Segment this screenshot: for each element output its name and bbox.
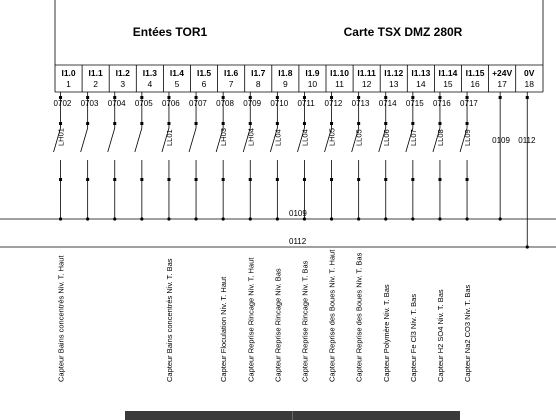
sensor-tag: LH01 [56, 128, 66, 146]
toolbar-segment [293, 411, 460, 420]
contact-bottom-terminal [59, 178, 62, 181]
wire-number: 0715 [405, 99, 424, 108]
supply-wire-number: 0112 [518, 136, 536, 145]
contact-bottom-terminal [357, 178, 360, 181]
terminal-number: 7 [228, 79, 234, 89]
switch-contact-blade [108, 128, 115, 152]
toolbar-segment [125, 411, 293, 420]
contact-bottom-terminal [330, 178, 333, 181]
positive-bus-wire-label: 0109 [289, 209, 307, 218]
sensor-label: Capteur Reprise Rincage Niv. T. Haut [246, 257, 256, 382]
sensor-label: Capteur H2 SO4 Niv. T. Bas [435, 289, 445, 382]
wire-number: 0706 [161, 99, 180, 108]
contact-top-terminal [167, 122, 170, 125]
bottom-toolbar [125, 411, 460, 420]
module-right-title: Carte TSX DMZ 280R [343, 25, 463, 39]
wire-number: 0704 [107, 99, 126, 108]
sensor-label: Capteur Floculation Niv. T. Haut [219, 276, 229, 382]
terminal-address: I1.7 [251, 68, 266, 78]
terminal-number: 6 [201, 79, 207, 89]
terminal-number: 3 [120, 79, 126, 89]
contact-bottom-terminal [303, 178, 306, 181]
terminal-number: 17 [497, 79, 507, 89]
sensor-label: Capteur Bains concentrés Niv. T. Haut [56, 255, 66, 382]
terminal-number: 5 [174, 79, 180, 89]
sensor-label: Capteur Reprise des Boues Niv. T. Haut [327, 249, 337, 382]
terminal-number: 13 [389, 79, 399, 89]
terminal-address: I1.4 [169, 68, 185, 78]
terminal-address: I1.14 [438, 68, 458, 78]
wire-number: 0716 [432, 99, 451, 108]
sensor-tag: LL04 [300, 129, 310, 146]
contact-top-terminal [438, 122, 441, 125]
contact-top-terminal [411, 122, 414, 125]
contact-bottom-terminal [411, 178, 414, 181]
contact-top-terminal [140, 122, 143, 125]
wire-marker [499, 96, 502, 99]
contact-top-terminal [222, 122, 225, 125]
contact-bottom-terminal [276, 178, 279, 181]
wire-number: 0714 [378, 99, 397, 108]
wire-marker [526, 96, 529, 99]
sensor-tag: LL09 [463, 129, 473, 146]
sensor-label: Capteur Reprise des Boues Niv. T. Bas [354, 252, 364, 382]
terminal-number: 1 [66, 79, 71, 89]
terminal-number: 14 [416, 79, 426, 89]
wire-number: 0705 [134, 99, 153, 108]
sensor-tag: LH03 [219, 128, 229, 146]
terminal-number: 2 [93, 79, 99, 89]
contact-top-terminal [59, 122, 62, 125]
wire-number: 0709 [243, 99, 262, 108]
terminal-number: 18 [524, 79, 534, 89]
terminal-address: +24V [492, 68, 513, 78]
switch-contact-blade [135, 128, 142, 152]
contact-top-terminal [384, 122, 387, 125]
contact-top-terminal [113, 122, 116, 125]
wire-number: 0710 [270, 99, 289, 108]
terminal-number: 4 [147, 79, 153, 89]
terminal-address: I1.12 [384, 68, 404, 78]
contact-top-terminal [249, 122, 252, 125]
sensor-tag: LL06 [381, 129, 391, 146]
terminal-address: I1.10 [330, 68, 350, 78]
contact-top-terminal [357, 122, 360, 125]
wire-number: 0711 [297, 99, 315, 108]
sensor-tag: LL07 [408, 129, 418, 146]
supply-wire-number: 0109 [492, 136, 510, 145]
sensor-tag: LL08 [435, 129, 445, 146]
contact-bottom-terminal [195, 178, 198, 181]
negative-bus-wire-label: 0112 [289, 237, 307, 246]
wire-number: 0703 [80, 99, 99, 108]
terminal-address: I1.8 [278, 68, 293, 78]
wire-number: 0708 [216, 99, 234, 108]
sensor-tag: LL04 [273, 129, 283, 146]
terminal-number: 9 [282, 79, 288, 89]
contact-top-terminal [276, 122, 279, 125]
terminal-number: 11 [335, 79, 344, 89]
module-left-title: Entées TOR1 [132, 25, 208, 39]
sensor-label: Capteur Reprise Rincage Niv. T. Bas [300, 260, 310, 382]
terminal-address: 0V [524, 68, 535, 78]
contact-bottom-terminal [466, 178, 469, 181]
sensor-tag: LL05 [354, 129, 364, 146]
terminal-address: I1.0 [61, 68, 76, 78]
contact-bottom-terminal [384, 178, 387, 181]
contact-bottom-terminal [438, 178, 441, 181]
contact-top-terminal [466, 122, 469, 125]
terminal-address: I1.6 [224, 68, 239, 78]
contact-bottom-terminal [167, 178, 170, 181]
terminal-number: 15 [443, 79, 453, 89]
contact-top-terminal [330, 122, 333, 125]
sensor-tag: LH04 [246, 128, 256, 146]
contact-bottom-terminal [86, 178, 89, 181]
contact-bottom-terminal [140, 178, 143, 181]
common-bus [0, 209, 556, 247]
switch-contact-blade [189, 128, 196, 152]
terminal-address: I1.1 [88, 68, 103, 78]
terminal-number: 8 [255, 79, 261, 89]
contact-bottom-terminal [113, 178, 116, 181]
terminal-number: 10 [307, 79, 318, 89]
contact-top-terminal [195, 122, 198, 125]
wire-number: 0702 [53, 99, 72, 108]
terminal-number: 16 [470, 79, 480, 89]
sensor-label: Capteur Fe Cl3 Niv. T. Bas [408, 293, 418, 382]
sensor-label: Capteur Reprise Rincage Niv. Bas [273, 268, 283, 382]
terminal-address: I1.5 [196, 68, 212, 78]
contact-top-terminal [303, 122, 306, 125]
sensor-tag: LH05 [327, 128, 337, 146]
switch-contact-blade [81, 128, 88, 152]
wire-number: 0707 [189, 99, 207, 108]
sensor-tag: LL01 [164, 129, 174, 146]
contact-top-terminal [86, 122, 89, 125]
wire-number: 0713 [351, 99, 370, 108]
terminal-address: I1.11 [357, 68, 376, 78]
terminal-number: 12 [361, 79, 372, 89]
terminal-address: I1.2 [115, 68, 130, 78]
terminal-address: I1.13 [411, 68, 431, 78]
sensor-label: Capteur Bains concentrés Niv. T. Bas [164, 258, 174, 382]
contact-bottom-terminal [249, 178, 252, 181]
terminals [54, 65, 536, 382]
sensor-label: Capteur Polymère Niv. T. Bas [381, 284, 391, 382]
terminal-address: I1.9 [305, 68, 320, 78]
sensor-label: Capteur Na2 CO3 Niv. T. Bas [463, 284, 473, 382]
terminal-address: I1.15 [465, 68, 485, 78]
contact-bottom-terminal [222, 178, 225, 181]
wire-number: 0712 [324, 99, 343, 108]
wire-number: 0717 [460, 99, 478, 108]
terminal-address: I1.3 [142, 68, 157, 78]
